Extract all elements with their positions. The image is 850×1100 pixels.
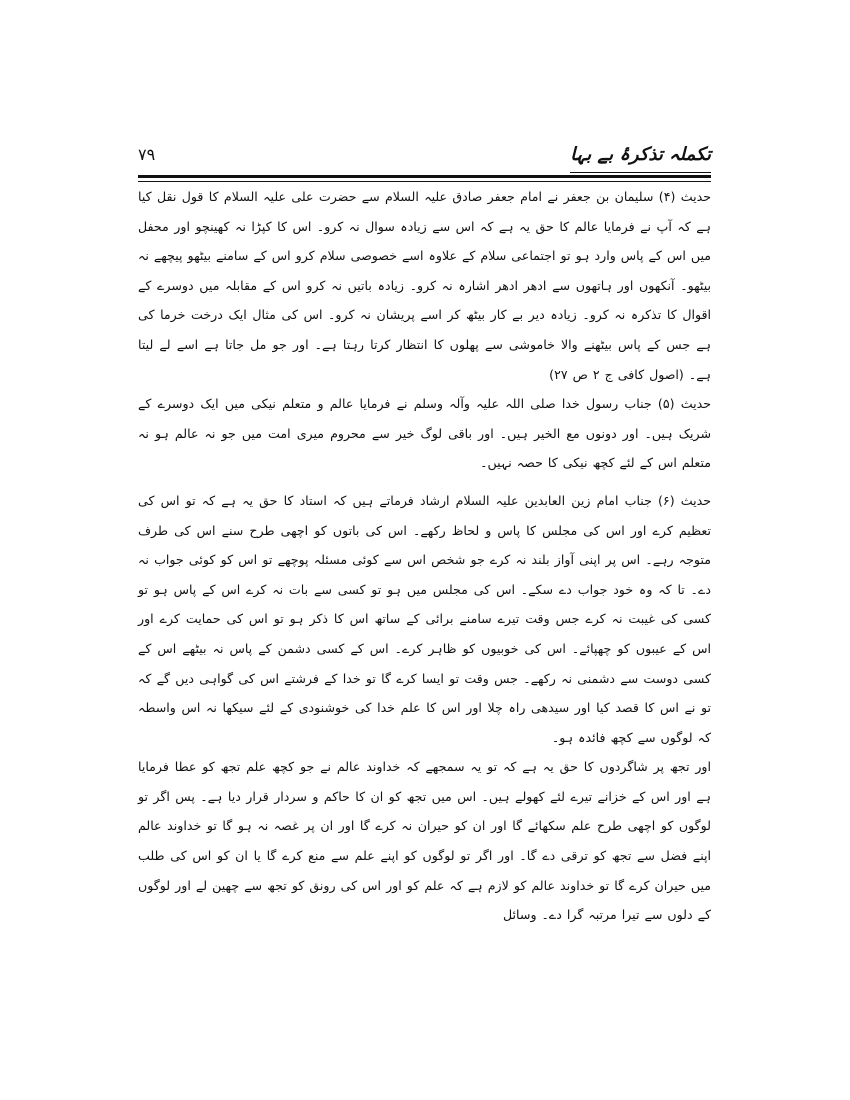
paragraph-hadith-4: حدیث (۴) سلیمان بن جعفر نے امام جعفر صادق علیہ السلام سے حضرت علی علیہ السلام کا قول نقل کیا ہے کہ آپ نے فرمایا عالم کا حق یہ ہے کہ اس سے زیادہ سوال نہ کرو۔ اس کا کپڑا نہ کھینچو اور محفل میں اس کے پاس وارد ہو تو اجتماعی سلام کے علاوہ اسے خصوصی سلام کرو اس کے سامنے بیٹھو پیچھے نہ بیٹھو۔ آنکھوں اور ہاتھوں سے ادھر ادھر اشارہ نہ کرو۔ زیادہ باتیں نہ کرو اس کے مقابلہ میں دوسرے کے اقوال کا تذکرہ نہ کرو۔ زیادہ دیر بے کار بیٹھ کر اسے پریشان نہ کرو۔ اس کی مثال ایک درخت خرما کی ہے جس کے پاس بیٹھنے والا خاموشی سے پھلوں کا انتظار کرتا رہتا ہے۔ اور جو مل جاتا ہے اسے لے لیتا ہے۔ (اصول کافی ج ۲ ص ۲۷) bbox=[138, 189, 712, 382]
book-title: تکملہ تذکرۂ بے بہا bbox=[570, 138, 711, 173]
header-rule-thick bbox=[138, 175, 711, 178]
paragraph-hadith-6: حدیث (۶) جناب امام زین العابدین علیہ السلام ارشاد فرماتے ہیں کہ استاد کا حق یہ ہے کہ تو اس کی تعظیم کرے اور اس کی مجلس کا پاس و لحاظ رکھے۔ اس کی باتوں کو اچھی طرح سنے اس کی طرف متوجہ رہے۔ اس پر اپنی آواز بلند نہ کرے جو شخص اس سے کوئی مسئلہ پوچھے تو اس کو کوئی جواب نہ دے۔ تا کہ وہ خود جواب دے سکے۔ اس کی مجلس میں ہو تو کسی سے بات نہ کرے اس کے پاس ہو تو کسی کی غیبت نہ کرے جس وقت تیرے سامنے برائی کے ساتھ اس کا ذکر ہو تو اس کی حمایت کرے اور اس کے عیبوں کو چھپائے۔ اس کی خوبیوں کو ظاہر کرے۔ اس کے کسی دشمن کے پاس نہ بیٹھے اس کے کسی دوست سے دشمنی نہ رکھے۔ جس وقت تو ایسا کرے گا تو خدا کے فرشتے اس کی گواہی دیں گے کہ تو نے اس کا قصد کیا اور سیدھی راہ چلا اور اس کا علم خدا کی خوشنودی کے لئے سیکھا نہ اس واسطہ کہ لوگوں سے کچھ فائدہ ہو۔ bbox=[138, 492, 711, 745]
page-number: ٧٩ bbox=[138, 145, 156, 164]
running-header bbox=[138, 138, 711, 174]
paragraph-students-right: اور تجھ پر شاگردوں کا حق یہ ہے کہ تو یہ سمجھے کہ خداوند عالم نے جو کچھ علم تجھ کو عطا فرمایا ہے اور اس کے خزانے تیرے لئے کھولے ہیں۔ اس میں تجھ کو ان کا حاکم و سردار قرار دیا ہے۔ پس اگر تو لوگوں کو اچھی طرح علم سکھائے گا اور ان کو حیران نہ کرے گا اور ان پر غصہ نہ ہو گا تو خداوند عالم اپنے فضل سے تجھ کو ترقی دے گا۔ اور اگر تو لوگوں کو اپنے علم سے منع کرے گا یا ان کو اس کی طلب میں حیران کرے گا تو خداوند عالم کو لازم ہے کہ علم کو اور اس کی رونق کو تجھ سے چھین لے اور لوگوں کے دلوں سے تیرا مرتبہ گرا دے۔ وسائل bbox=[138, 759, 711, 923]
body-text bbox=[138, 182, 711, 930]
paragraph-hadith-5: حدیث (۵) جناب رسول خدا صلی اللہ علیہ وآلہ وسلم نے فرمایا عالم و متعلم نیکی میں ایک دوسرے کے شریک ہیں۔ اور دونوں مع الخیر ہیں۔ اور باقی لوگ خیر سے محروم میری امت میں جو نہ عالم ہو نہ متعلم اس کے لئے کچھ نیکی کا حصہ نہیں۔ bbox=[138, 396, 711, 471]
